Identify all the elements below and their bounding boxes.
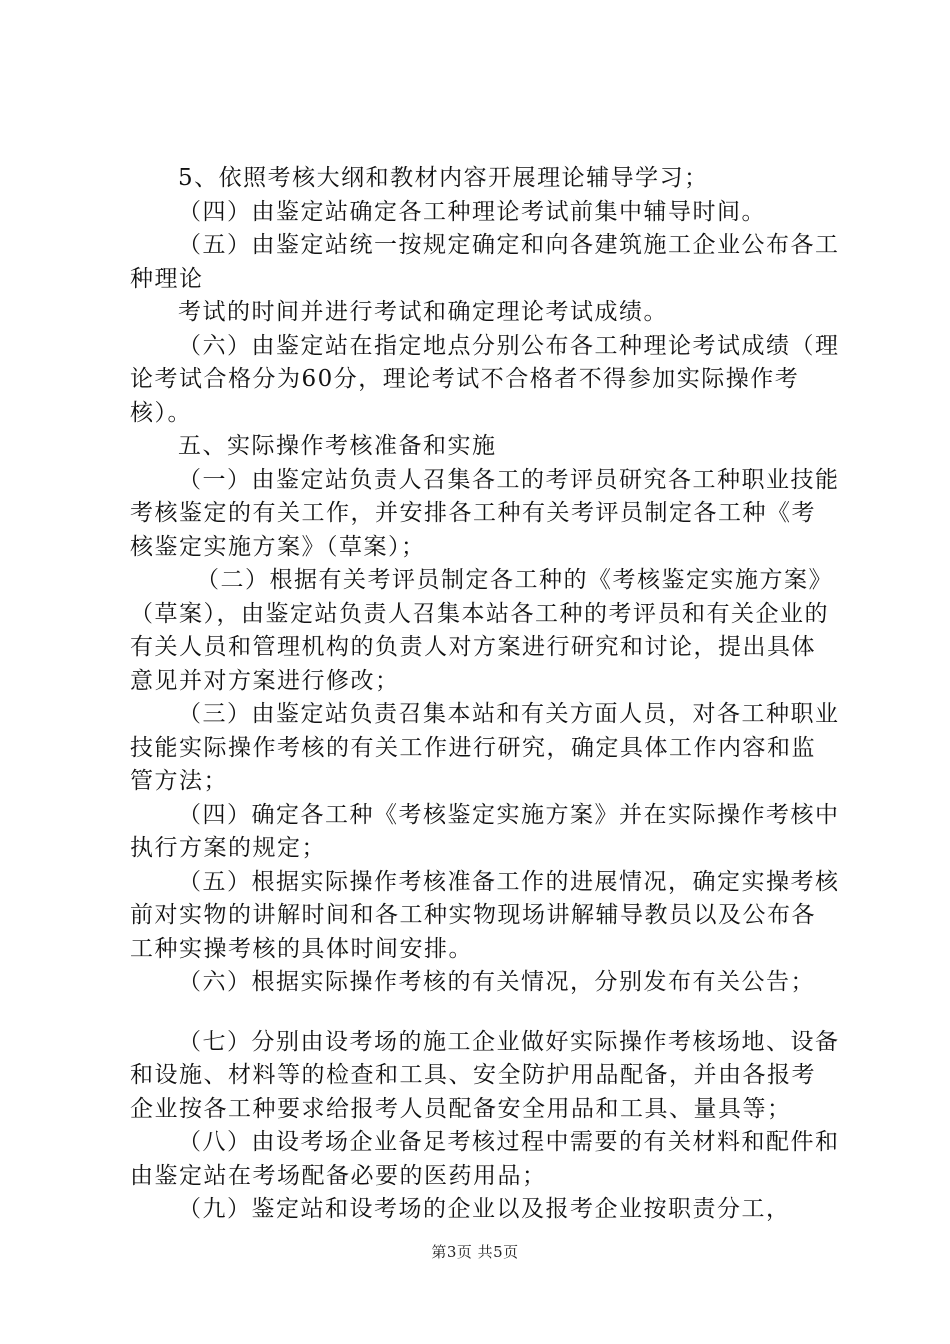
- document-body: [130, 162, 840, 1227]
- paragraph-section-5: （五）由鉴定站统一按规定确定和向各建筑施工企业公布各工种理论: [130, 232, 840, 292]
- paragraph-practical-7: （七）分别由设考场的施工企业做好实际操作考核场地、设备和设施、材料等的检查和工具、安全防护用品配备，并由各报考企业按各工种要求给报考人员配备安全用品和工具、量具等；: [130, 1028, 840, 1122]
- paragraph-section-5-continued: 考试的时间并进行考试和确定理论考试成绩。: [178, 299, 668, 325]
- paragraph-spacer: [130, 1000, 840, 1026]
- paragraph-practical-2: （二）根据有关考评员制定各工种的《考核鉴定实施方案》（草案），由鉴定站负责人召集本站各工种的考评员和有关企业的有关人员和管理机构的负责人对方案进行研究和讨论，提出具体意见并对方案进行修改；: [130, 567, 833, 694]
- paragraph-practical-9: （九）鉴定站和设考场的企业以及报考企业按职责分工，: [178, 1196, 791, 1222]
- paragraph-practical-5: （五）根据实际操作考核准备工作的进展情况，确定实操考核前对实物的讲解时间和各工种实物现场讲解辅导教员以及公布各工种实操考核的具体时间安排。: [130, 868, 840, 962]
- paragraph-practical-1: （一）由鉴定站负责人召集各工的考评员研究各工种职业技能考核鉴定的有关工作，并安排各工种有关考评员制定各工种《考核鉴定实施方案》（草案）；: [130, 466, 840, 560]
- page-footer: 第3页 共5页: [431, 1243, 519, 1261]
- paragraph-item-5: 5、依照考核大纲和教材内容开展理论辅导学习；: [178, 165, 709, 191]
- heading-practical-assessment: 五、实际操作考核准备和实施: [178, 433, 497, 459]
- paragraph-practical-4: （四）确定各工种《考核鉴定实施方案》并在实际操作考核中执行方案的规定；: [130, 801, 840, 861]
- paragraph-practical-3: （三）由鉴定站负责召集本站和有关方面人员，对各工种职业技能实际操作考核的有关工作进行研究，确定具体工作内容和监管方法；: [130, 701, 840, 794]
- paragraph-practical-8: （八）由设考场企业备足考核过程中需要的有关材料和配件和由鉴定站在考场配备必要的医药用品；: [130, 1129, 840, 1189]
- paragraph-practical-6: （六）根据实际操作考核的有关情况，分别发布有关公告；: [178, 969, 815, 995]
- paragraph-section-6: （六）由鉴定站在指定地点分别公布各工种理论考试成绩（理论考试合格分为60分，理论考试不合格者不得参加实际操作考核）。: [130, 332, 840, 426]
- paragraph-section-4: （四）由鉴定站确定各工种理论考试前集中辅导时间。: [178, 198, 766, 225]
